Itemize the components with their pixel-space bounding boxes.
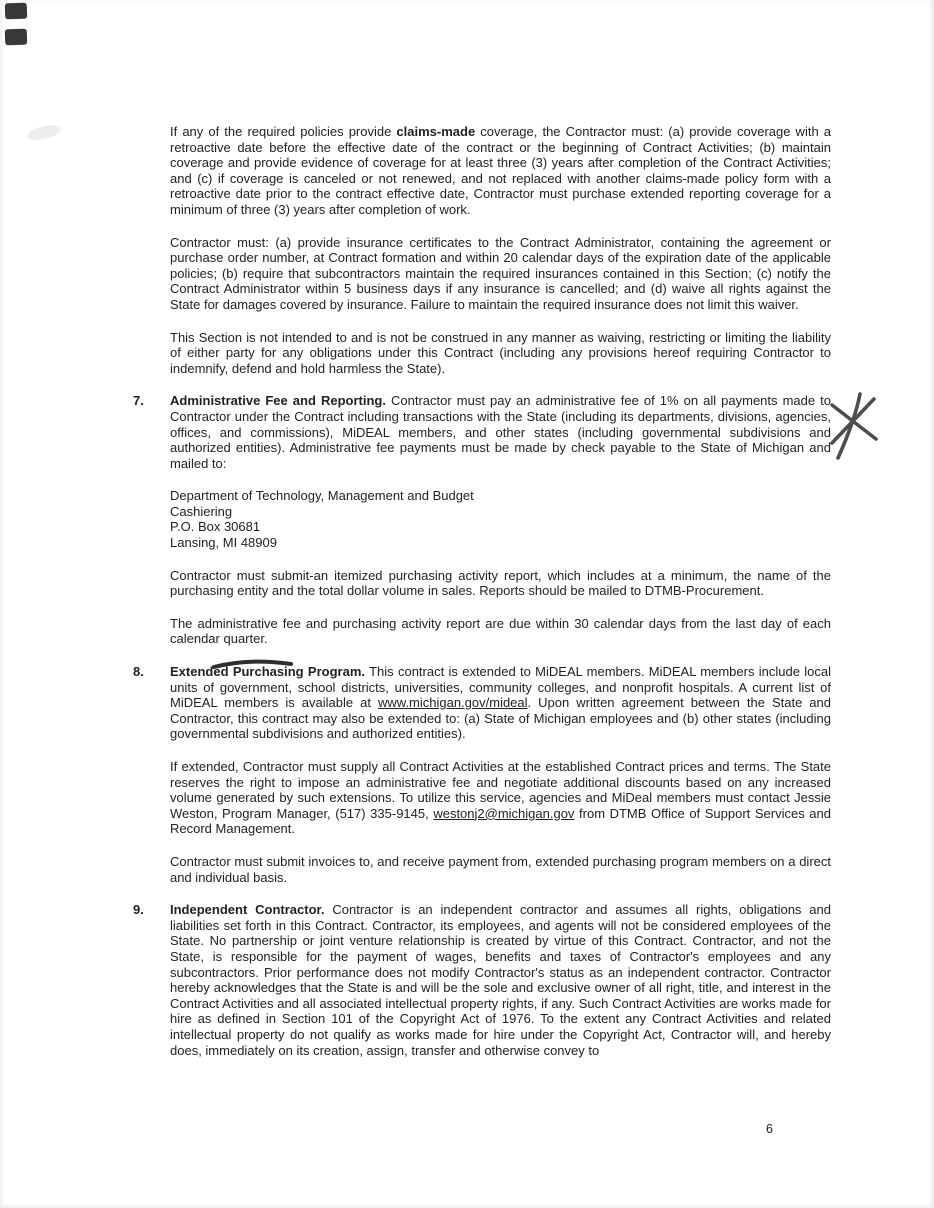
section-7-paragraph (170, 393, 831, 471)
address-line: Cashiering (170, 503, 233, 519)
section-8-extended-purchasing (133, 664, 832, 885)
section-8-number: 8. (133, 664, 144, 680)
mideal-url-link: www.michigan.gov/mideal (377, 695, 528, 711)
section-9-heading: Independent Contractor. (170, 902, 325, 918)
section-7-heading: Administrative Fee and Reporting. (170, 393, 386, 409)
section-8-paragraph (170, 664, 831, 742)
paragraph-if-extended (170, 759, 831, 837)
page-edge-left (0, 0, 4, 1208)
section-8-heading: Extended Purchasing Program. (170, 664, 366, 680)
section-9-number: 9. (133, 902, 144, 918)
weston-email-link: westonj2@michigan.gov (433, 805, 575, 821)
scan-smudge (26, 122, 62, 143)
section-9-independent-contractor (133, 902, 831, 1058)
paragraph-insurance-certificates: Contractor must: (a) provide insurance certificates to the Contract Administrator, containing the agreement or purchase order number, at Contract formation and within 20 calendar days of the expiration date of the applicable policies; (b) require that subcontractors maintain the required insurances contained in this Section; (c) notify the Contract Administrator within 5 business days if any insurance is cancelled; and (d) waive all rights against the State for damages covered by insurance. Failure to maintain the required insurance does not limit this waiver. (170, 234, 831, 312)
page-edge-bottom (0, 1204, 934, 1208)
address-line: Lansing, MI 48909 (170, 535, 277, 551)
page-edge-right (929, 0, 934, 1208)
paragraph-invoices: Contractor must submit invoices to, and receive payment from, extended purchasing program members on a direct and individual basis. (170, 853, 831, 885)
paragraph-due-date (170, 616, 831, 647)
text-run: . (263, 631, 268, 647)
paragraph-claims-made (170, 124, 831, 218)
section-7-number: 7. (133, 393, 144, 409)
claims-made-bold-text: claims-made (396, 124, 476, 139)
text-run: Contractor must pay an administrative fee of 1% on all payments made to Contractor under the Contract including transactions with the State (including its departments, divisions, agencies, offices, and commissions), MiDEAL members, and other states (including governmental subdivisions and authorized entities). Administrative fee payments must be made by check payable to the State of Michigan and mailed to: (170, 393, 831, 471)
paragraph-activity-report: Contractor must submit-an itemized purchasing activity report, which includes at a minimum, the name of the purchasing entity and the total dollar volume in sales. Reports should be mailed to DTMB-Procurement. (170, 567, 831, 599)
address-line: P.O. Box 30681 (170, 519, 261, 535)
address-line: Department of Technology, Management and Budget (170, 488, 474, 504)
text-run: This contract is extended to MiDEAL members. MiDEAL members include local units of government, school districts, universities, community colleges, and nonprofit hospitals. A current list of MiDEAL members is available at (170, 664, 832, 711)
text-run: coverage, the Contractor must: (a) provide coverage with a retroactive date before the effective date of the contract or the beginning of Contract Activities; (b) maintain coverage and provide evidence of coverage for at least three (3) years after completion of the Contract Activities; and (c) if coverage is canceled or not renewed, and not replaced with another claims-made policy form with a retroactive date prior to the contract effective date, Contractor must purchase extended reporting coverage for a minimum of three (3) years after completion of work. (170, 124, 831, 217)
page-number: 6 (766, 1122, 773, 1136)
text-run: If extended, Contractor must supply all Contract Activities at the established Contract prices and terms. The State reserves the right to impose an administrative fee and negotiate additional discounts based on any increased volume generated by such extensions. To utilize this service, agencies and MiDeal members must contact Jessie Weston, Program Manager, (517) 335-9145, (170, 759, 831, 821)
text-run: The administrative fee and purchasing activity report are due within 30 calendar days from the last day of each calendar (170, 615, 831, 647)
word-quarter: quarter (223, 631, 264, 647)
text-run: Contractor is an independent contractor and assumes all rights, obligations and liabilities set forth in this Contract. Contractor, its employees, and agents will not be considered employees of the State. No partnership or joint venture relationship is created by virtue of this Contract. Contractor, and not the State, is responsible for the payment of wages, benefits and taxes of Contractor's employees and any subcontractors. Prior performance does not modify Contractor's status as an independent contractor. Contractor hereby acknowledges that the State is and will be the sole and exclusive owner of all right, title, and interest in the Contract Activities and all associated intellectual property rights, if any. Such Contract Activities are works made for hire as defined in Section 101 of the Copyright Act of 1976. To the extent any Contract Activities and related intellectual property do not qualify as works made for hire under the Copyright Act, Contractor will, and hereby does, immediately on its creation, assign, transfer and otherwise convey to (170, 902, 831, 1058)
mailing-address-block (170, 488, 831, 550)
text-run: . Upon written agreement between the State and Contractor, this contract may also be extended to: (a) State of Michigan employees and (b) other states (including governmental subdivisions and authorized entities). (170, 695, 831, 742)
handwritten-asterisk-icon (829, 392, 881, 464)
section-9-paragraph (170, 902, 831, 1058)
document-body (133, 124, 832, 1075)
text-run: If any of the required policies provide (170, 124, 397, 139)
paragraph-section-not-intended: This Section is not intended to and is not be construed in any manner as waiving, restricting or limiting the liability of either party for any obligations under this Contract (including any provisions hereof requiring Contractor to indemnify, defend and hold harmless the State). (170, 329, 831, 376)
scanner-artifact-mark (5, 29, 28, 46)
handwritten-underline-icon (211, 657, 295, 671)
section-7-administrative-fee (133, 393, 831, 647)
scanner-artifact-mark (5, 3, 28, 20)
text-run: from DTMB Office of Support Services and Record Management. (170, 805, 831, 837)
